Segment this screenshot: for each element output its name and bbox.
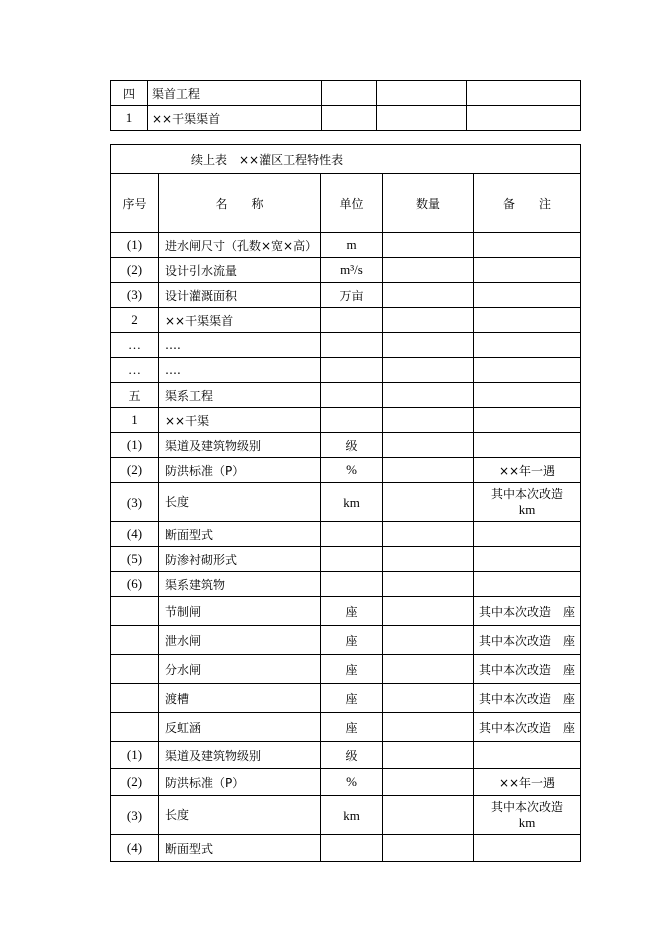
row-note — [474, 308, 581, 333]
row-name: 防洪标准（P） — [159, 458, 321, 483]
row-note: ××年一遇 — [474, 769, 581, 796]
table-row — [111, 408, 581, 433]
table-row — [111, 742, 581, 769]
row-quantity — [383, 522, 474, 547]
table-row — [111, 597, 581, 626]
row-quantity — [383, 597, 474, 626]
row-quantity — [383, 626, 474, 655]
row-number: (3) — [111, 796, 159, 835]
row-quantity — [383, 308, 474, 333]
row-note-line2: km — [518, 502, 536, 517]
table-header-row — [111, 174, 581, 233]
row-note — [474, 572, 581, 597]
table-row — [111, 333, 581, 358]
row-note — [474, 547, 581, 572]
row-unit — [321, 835, 383, 862]
row-note — [474, 835, 581, 862]
row-quantity — [383, 742, 474, 769]
row-number: (4) — [111, 522, 159, 547]
row-name: 长度 — [159, 483, 321, 522]
row-quantity — [377, 81, 467, 106]
row-note: 其中本次改造 座 — [474, 684, 581, 713]
row-name: 节制闸 — [159, 597, 321, 626]
row-name: 进水闸尺寸（孔数×宽×高） — [159, 233, 321, 258]
row-quantity — [383, 283, 474, 308]
row-number — [111, 655, 159, 684]
row-number: (2) — [111, 769, 159, 796]
row-number: (6) — [111, 572, 159, 597]
table-row — [111, 383, 581, 408]
row-name: 泄水闸 — [159, 626, 321, 655]
row-name: 渠系工程 — [159, 383, 321, 408]
row-unit: 座 — [321, 655, 383, 684]
row-number: 2 — [111, 308, 159, 333]
row-number: … — [111, 333, 159, 358]
row-number — [111, 713, 159, 742]
row-name: 长度 — [159, 796, 321, 835]
table-body — [111, 233, 581, 862]
row-quantity — [383, 483, 474, 522]
row-note — [474, 383, 581, 408]
row-unit: 座 — [321, 713, 383, 742]
row-note-line1: 其中本次改造 — [491, 800, 564, 814]
row-note: 其中本次改造 座 — [474, 655, 581, 684]
row-unit: km — [321, 796, 383, 835]
row-number: (2) — [111, 458, 159, 483]
header-no: 序号 — [111, 174, 159, 233]
row-quantity — [377, 106, 467, 131]
row-quantity — [383, 684, 474, 713]
row-unit: 级 — [321, 742, 383, 769]
table-row — [111, 547, 581, 572]
row-unit — [321, 308, 383, 333]
table-row — [111, 358, 581, 383]
row-note-line2: km — [518, 815, 536, 830]
table-row — [111, 308, 581, 333]
row-name: 防渗衬砌形式 — [159, 547, 321, 572]
row-quantity — [383, 358, 474, 383]
table-row — [111, 713, 581, 742]
row-number: (2) — [111, 258, 159, 283]
row-number: (1) — [111, 433, 159, 458]
table-row — [111, 233, 581, 258]
row-number: (1) — [111, 742, 159, 769]
table-row — [111, 796, 581, 835]
row-name: 渠系建筑物 — [159, 572, 321, 597]
row-quantity — [383, 233, 474, 258]
row-name: 防洪标准（P） — [159, 769, 321, 796]
row-unit: % — [321, 458, 383, 483]
table-row — [111, 258, 581, 283]
row-name: ××干渠渠首 — [148, 106, 322, 131]
row-name: 渡槽 — [159, 684, 321, 713]
header-quantity: 数量 — [383, 174, 474, 233]
characteristics-table — [110, 144, 581, 862]
row-note — [474, 483, 581, 522]
row-number: (3) — [111, 283, 159, 308]
row-quantity — [383, 433, 474, 458]
row-number: (3) — [111, 483, 159, 522]
row-quantity — [383, 333, 474, 358]
row-number: 1 — [111, 106, 148, 131]
row-number: (1) — [111, 233, 159, 258]
row-unit — [321, 358, 383, 383]
row-quantity — [383, 572, 474, 597]
row-number: 五 — [111, 383, 159, 408]
table-row — [111, 458, 581, 483]
row-note — [474, 358, 581, 383]
row-unit: m³/s — [321, 258, 383, 283]
row-name: 设计引水流量 — [159, 258, 321, 283]
row-unit: 座 — [321, 684, 383, 713]
row-quantity — [383, 458, 474, 483]
table-row — [111, 522, 581, 547]
row-note — [474, 258, 581, 283]
row-quantity — [383, 408, 474, 433]
row-quantity — [383, 835, 474, 862]
row-note — [474, 408, 581, 433]
table-row — [111, 483, 581, 522]
row-name: …. — [159, 358, 321, 383]
row-number — [111, 626, 159, 655]
table-caption: 续上表 ××灌区工程特性表 — [111, 145, 581, 174]
row-name: 反虹涵 — [159, 713, 321, 742]
row-quantity — [383, 769, 474, 796]
row-number: 四 — [111, 81, 148, 106]
row-number: … — [111, 358, 159, 383]
row-unit — [321, 408, 383, 433]
row-unit — [321, 383, 383, 408]
table-row — [111, 283, 581, 308]
row-quantity — [383, 547, 474, 572]
row-note: 其中本次改造 座 — [474, 626, 581, 655]
row-unit — [321, 333, 383, 358]
row-note — [474, 433, 581, 458]
row-note — [474, 522, 581, 547]
row-unit: m — [321, 233, 383, 258]
row-number: (5) — [111, 547, 159, 572]
row-name: ××干渠 — [159, 408, 321, 433]
table-caption-row — [111, 145, 581, 174]
table-row — [111, 433, 581, 458]
row-unit — [321, 522, 383, 547]
row-note: ××年一遇 — [474, 458, 581, 483]
row-quantity — [383, 258, 474, 283]
header-note: 备 注 — [474, 174, 581, 233]
row-name: 渠首工程 — [148, 81, 322, 106]
row-number — [111, 684, 159, 713]
table-row — [111, 106, 581, 131]
row-number: 1 — [111, 408, 159, 433]
table-row — [111, 572, 581, 597]
row-note — [474, 333, 581, 358]
row-name: 分水闸 — [159, 655, 321, 684]
row-name: 断面型式 — [159, 522, 321, 547]
row-name: 设计灌溉面积 — [159, 283, 321, 308]
table-row — [111, 655, 581, 684]
row-note-line1: 其中本次改造 — [491, 487, 564, 501]
row-unit: 座 — [321, 597, 383, 626]
row-number — [111, 597, 159, 626]
table-row — [111, 684, 581, 713]
row-name: …. — [159, 333, 321, 358]
row-name: 渠道及建筑物级别 — [159, 433, 321, 458]
row-name: 渠道及建筑物级别 — [159, 742, 321, 769]
header-name: 名 称 — [159, 174, 321, 233]
row-note — [474, 283, 581, 308]
row-name: 断面型式 — [159, 835, 321, 862]
row-note — [474, 796, 581, 835]
top-table-fragment — [110, 80, 581, 131]
row-unit — [322, 106, 377, 131]
row-note — [474, 233, 581, 258]
row-quantity — [383, 383, 474, 408]
row-name: ××干渠渠首 — [159, 308, 321, 333]
row-quantity — [383, 655, 474, 684]
row-unit: 级 — [321, 433, 383, 458]
row-unit: km — [321, 483, 383, 522]
row-note: 其中本次改造 座 — [474, 713, 581, 742]
row-unit: 万亩 — [321, 283, 383, 308]
table-row — [111, 626, 581, 655]
row-note: 其中本次改造 座 — [474, 597, 581, 626]
row-note — [467, 81, 581, 106]
table-row — [111, 81, 581, 106]
row-note — [467, 106, 581, 131]
row-unit: 座 — [321, 626, 383, 655]
row-unit — [322, 81, 377, 106]
row-note — [474, 742, 581, 769]
row-quantity — [383, 796, 474, 835]
row-unit: % — [321, 769, 383, 796]
row-unit — [321, 547, 383, 572]
table-row — [111, 769, 581, 796]
row-unit — [321, 572, 383, 597]
row-quantity — [383, 713, 474, 742]
table-row — [111, 835, 581, 862]
header-unit: 单位 — [321, 174, 383, 233]
row-number: (4) — [111, 835, 159, 862]
